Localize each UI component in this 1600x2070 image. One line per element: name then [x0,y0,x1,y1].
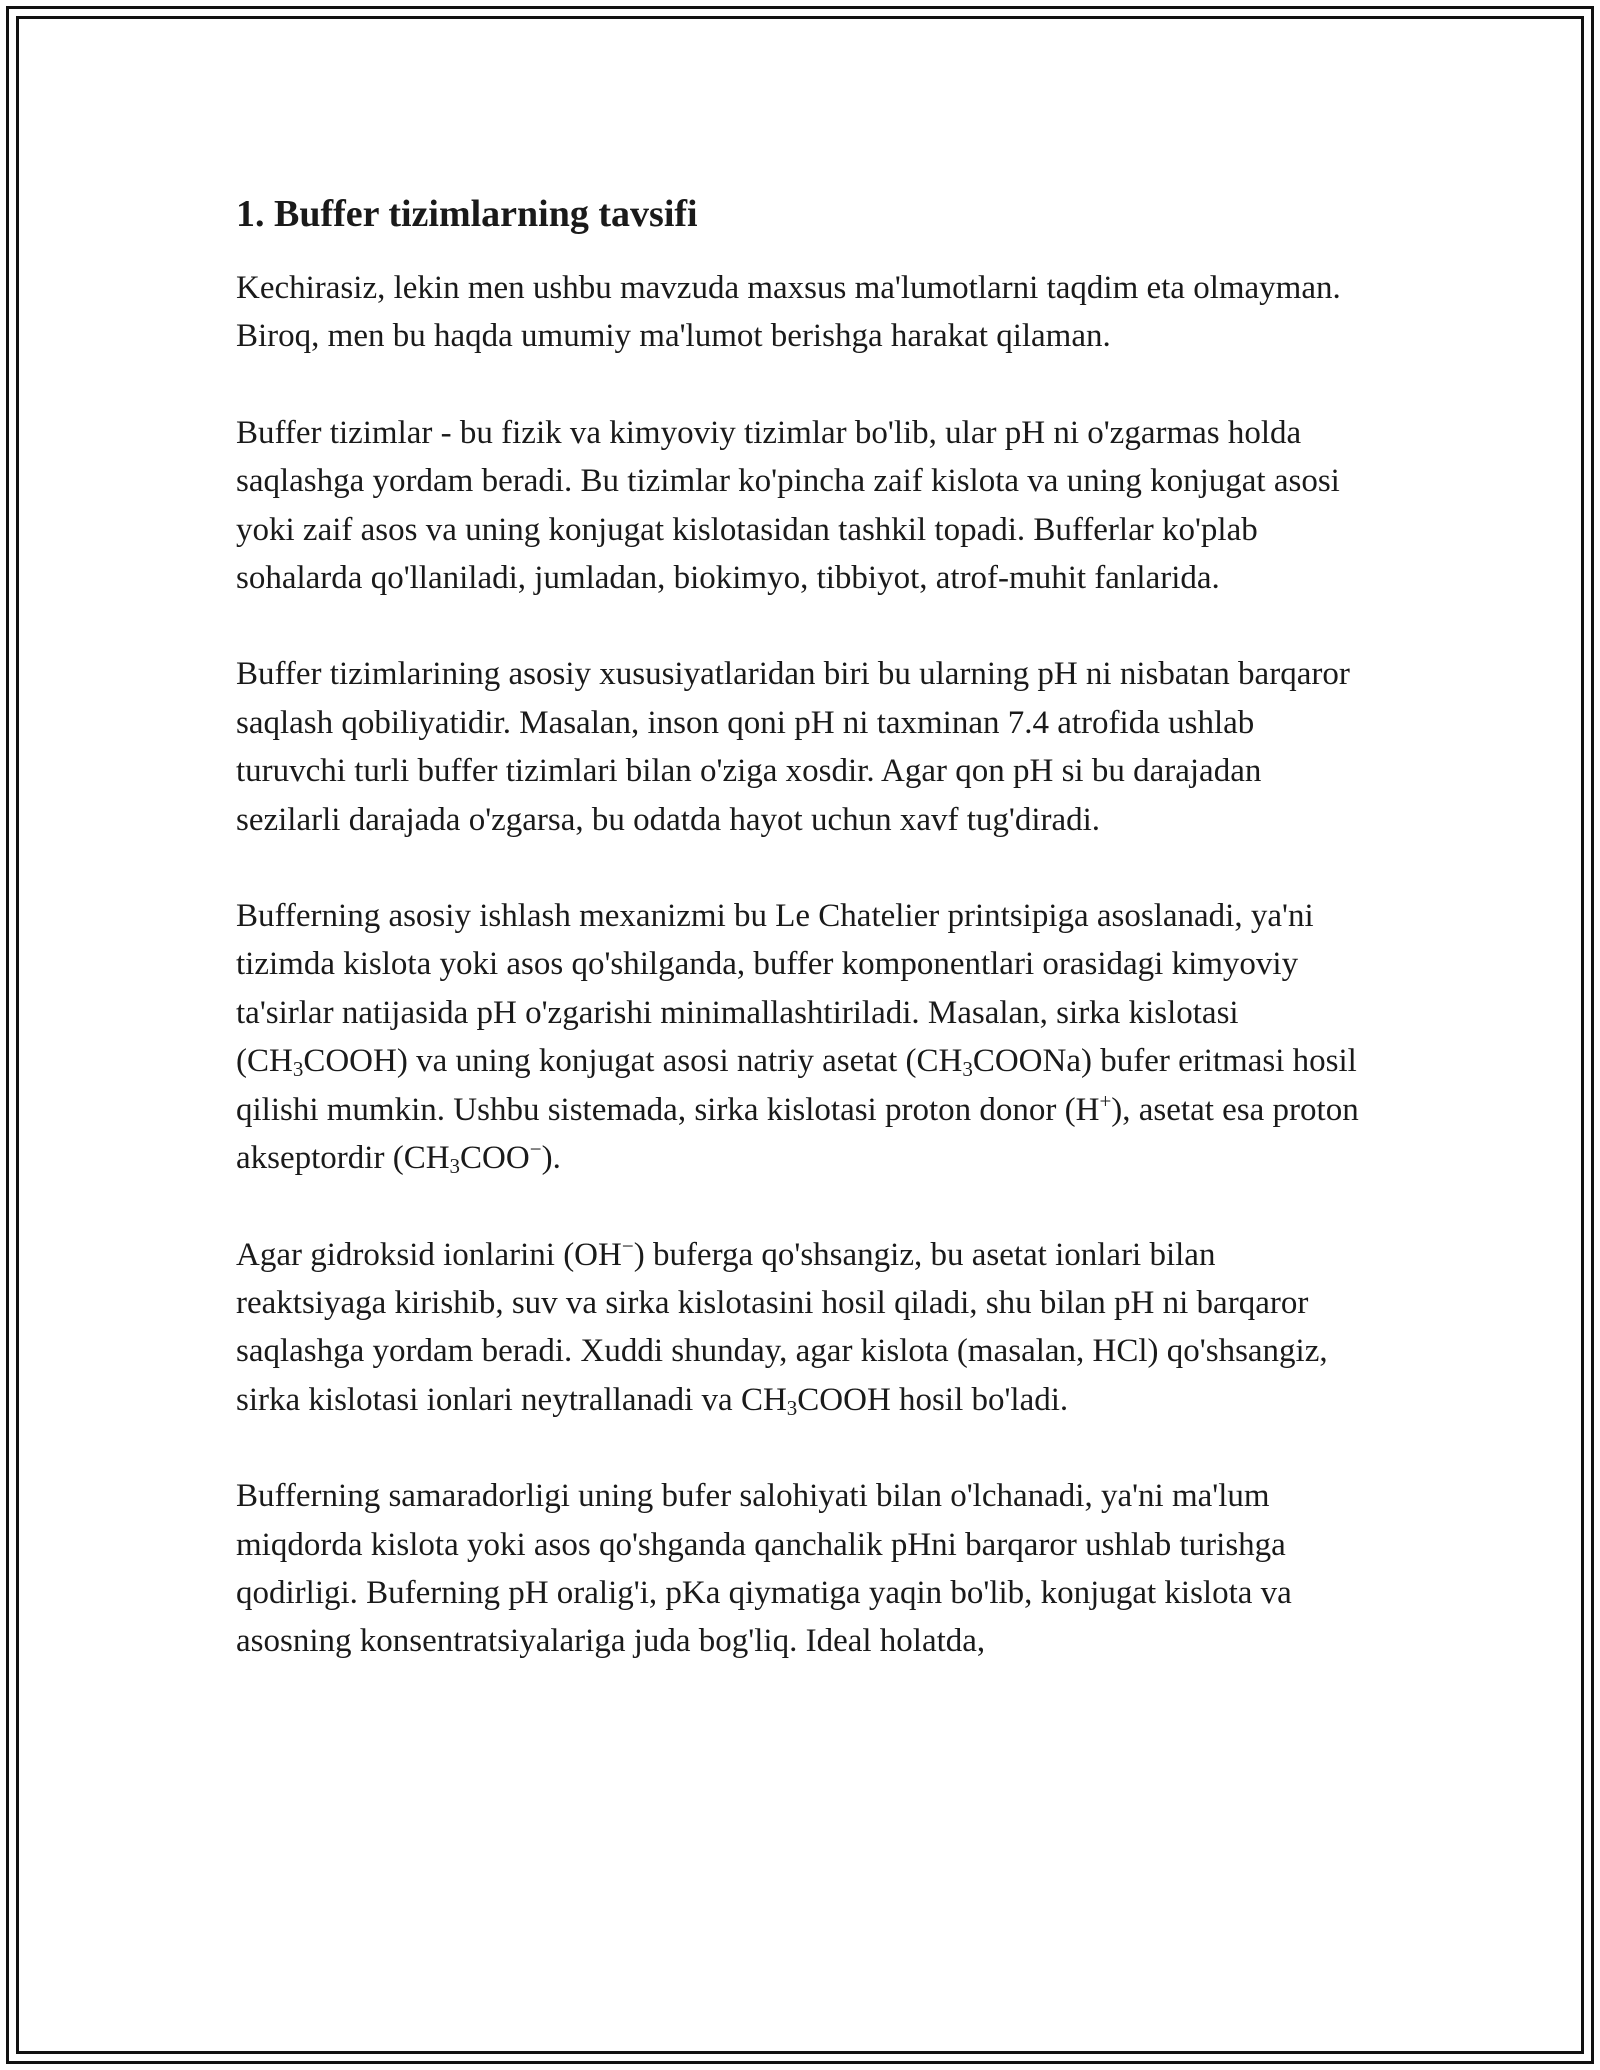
paragraph-definition: Buffer tizimlar - bu fizik va kimyoviy tizimlar bo'lib, ular pH ni o'zgarmas holda saqlashga yordam beradi. Bu tizimlar ko'pincha zaif kislota va uning konjugat asosi yoki zaif asos va uning konjugat kislotasidan tashkil topadi. Bufferlar ko'plab sohalarda qo'llaniladi, jumladan, biokimyo, tibbiyot, atrof-muhit fanlarida. [236,414,1340,597]
text-run: ). [541,1140,561,1177]
text-run: COOH hosil bo'ladi. [797,1381,1069,1418]
paragraph-mechanism [236,892,1366,1182]
subscript: 3 [962,1057,973,1082]
subscript: 3 [292,1057,304,1082]
text-run: COONa) bufer eritmasi hosil qilishi mumkin. Ushbu sistemada, sirka kislotasi proton donor (H [236,1043,1357,1128]
superscript: + [1099,1088,1112,1113]
text-run: Bufferning asosiy ishlash mexanizmi bu Le Chatelier printsipiga asoslanadi, ya'ni tizimda kislota yoki asos qo'shilganda, buffer komponentlari orasidagi kimyoviy ta'sirlar natijasida pH o'zgarishi minimallashtiriladi. Masalan, sirka kislotasi (CH [236,898,1314,1080]
subscript: 3 [786,1395,798,1420]
text-run: ), asetat esa proton akseptordir (CH [236,1091,1359,1177]
text-run: COO [460,1140,530,1177]
text-run: COOH) va uning konjugat asosi natriy asetat (CH [303,1043,963,1080]
paragraph-intro: Kechirasiz, lekin men ushbu mavzuda maxsus ma'lumotlarni taqdim eta olmayman. Biroq, men bu haqda umumiy ma'lumot berishga harakat qilaman. [236,270,1341,355]
subscript: 3 [449,1154,461,1179]
paragraph-properties: Buffer tizimlarining asosiy xususiyatlaridan biri bu ularning pH ni nisbatan barqaror saqlash qobiliyatidir. Masalan, inson qoni pH ni taxminan 7.4 atrofida ushlab turuvchi turli buffer tizimlari bilan o'ziga xosdir. Agar qon pH si bu darajadan sezilarli darajada o'zgarsa, bu odatda hayot uchun xavf tug'diradi. [236,656,1350,838]
section-heading: 1. Buffer tizimlarning tavsifi [236,193,698,235]
paragraph-efficiency: Bufferning samaradorligi uning bufer salohiyati bilan o'lchanadi, ya'ni ma'lum miqdorda kislota yoki asos qo'shganda qanchalik pHni barqaror ushlab turishga qodirligi. Buferning pH oralig'i, pKa qiymatiga yaqin bo'lib, konjugat kislota va asosning konsentratsiyalariga juda bog'liq. Ideal holatda, [236,1478,1292,1660]
document-page [236,186,1366,1714]
text-run: Agar gidroksid ionlarini (OH [236,1236,622,1273]
paragraph-example [236,1231,1366,1425]
superscript: − [621,1233,634,1258]
text-run: ) buferga qo'shsangiz, bu asetat ionlari bilan reaktsiyaga kirishib, suv va sirka kislotasini hosil qiladi, shu bilan pH ni barqaror saqlashga yordam beradi. Xuddi shunday, agar kislota (masalan, HCl) qo'shsangiz, sirka kislotasi ionlari neytrallanadi va CH [236,1236,1328,1418]
superscript: − [529,1137,542,1162]
